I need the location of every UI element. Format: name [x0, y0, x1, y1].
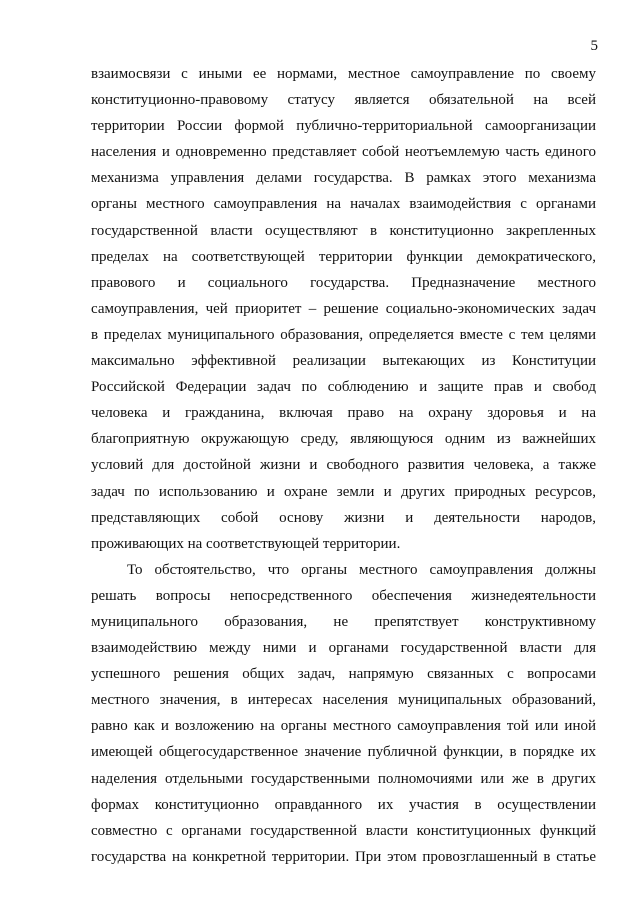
text-line: правового и социального государства. Предназначение местного — [91, 274, 596, 291]
text-line: самоуправления, чей приоритет – решение социально-экономических задач — [91, 300, 596, 317]
text-line: успешного решения общих задач, напрямую связанных с вопросами — [91, 666, 596, 683]
text-line: территории России формой публично-территориальной самоорганизации — [91, 118, 596, 135]
text-line: наделения отдельными государственными полномочиями или же в других — [91, 770, 596, 787]
text-line: проживающих на соответствующей территории. — [91, 535, 401, 552]
text-line: конституционно-правовому статусу является обязательной на всей — [91, 92, 596, 109]
text-line: органы местного самоуправления на началах взаимодействия с органами — [91, 196, 596, 213]
text-line: представляющих собой основу жизни и деятельности народов, — [91, 509, 596, 526]
text-line: благоприятную окружающую среду, являющуюся одним из важнейших — [91, 431, 596, 448]
text-line: взаимосвязи с иными ее нормами, местное самоуправление по своему — [91, 66, 596, 82]
text-line: муниципального образования, не препятствует конструктивному — [91, 613, 596, 630]
text-line: формах конституционно оправданного их участия в осуществлении — [91, 796, 596, 813]
text-line: местного значения, в интересах населения муниципальных образований, — [91, 692, 596, 709]
text-line: пределах на соответствующей территории функции демократического, — [91, 248, 596, 265]
paragraph-1 — [91, 61, 596, 557]
text-line: человека и гражданина, включая право на охрану здоровья и на — [91, 405, 596, 422]
paragraph-2 — [91, 557, 596, 870]
text-line: максимально эффективной реализации вытекающих из Конституции — [91, 353, 596, 370]
text-line: То обстоятельство, что органы местного самоуправления должны — [127, 561, 596, 578]
text-line: условий для достойной жизни и свободного развития человека, а также — [91, 457, 596, 474]
text-line: задач по использованию и охране земли и других природных ресурсов, — [91, 483, 596, 500]
text-line: механизма управления делами государства. В рамках этого механизма — [91, 170, 596, 187]
page-number: 5 — [590, 38, 598, 54]
text-line: имеющей общегосударственное значение публичной функции, в порядке их — [91, 744, 596, 761]
text-line: государственной власти осуществляют в конституционно закрепленных — [91, 222, 596, 239]
text-line: совместно с органами государственной власти конституционных функций — [91, 822, 596, 839]
text-line: государства на конкретной территории. При этом провозглашенный в статье — [91, 848, 596, 865]
text-line: Российской Федерации задач по соблюдению и защите прав и свобод — [91, 379, 596, 396]
text-line: взаимодействию между ними и органами государственной власти для — [91, 640, 596, 657]
text-line: решать вопросы непосредственного обеспечения жизнедеятельности — [91, 587, 596, 604]
text-line: равно как и возложению на органы местного самоуправления той или иной — [91, 718, 596, 735]
document-body — [91, 61, 596, 870]
text-line: населения и одновременно представляет собой неотъемлемую часть единого — [91, 144, 596, 161]
text-line: в пределах муниципального образования, определяется вместе с тем целями — [91, 326, 596, 343]
